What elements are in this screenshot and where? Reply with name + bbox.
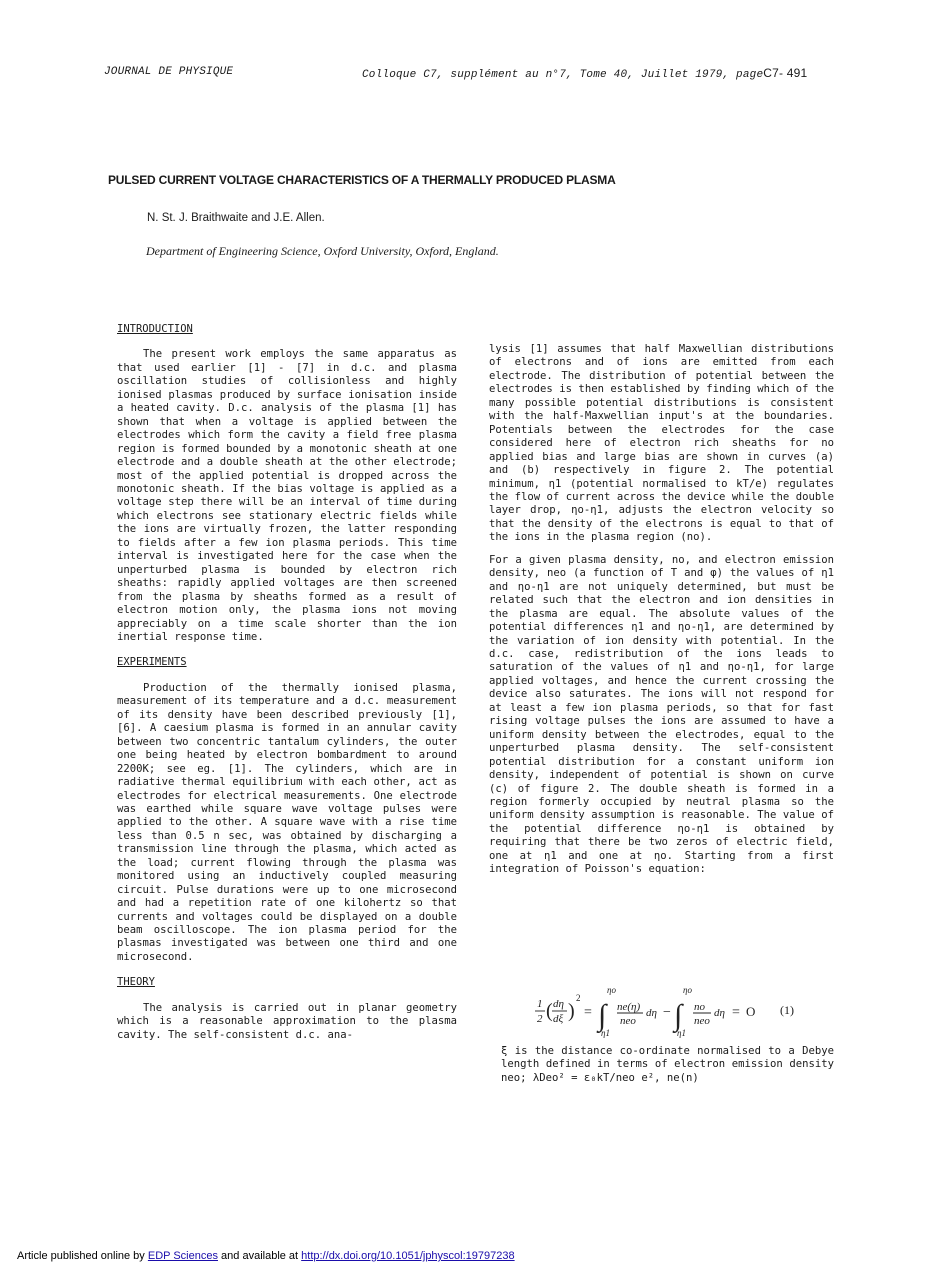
eq-ne-num: ne(η): [617, 1001, 641, 1013]
doi-link[interactable]: http://dx.doi.org/10.1051/jphyscol:19797238: [301, 1250, 515, 1262]
article-authors: N. St. J. Braithwaite and J.E. Allen.: [147, 212, 325, 224]
analysis-paragraph: lysis [1] assumes that half Maxwellian distributions of electrons and of ions are emitted from each electrode. The distribution of potential between the electrodes is then established by finding which of the many possible potential distributions is consistent with the half-Maxwellian input's at the boundaries. Potentials between the electrodes for the case considered here of electron rich sheaths for no applied bias and large bias are shown in curves (a) and (b) respectively in figure 2. The potential minimum, η1 (potential normalised to kT/e) regulates the flow of current across the device while the double layer drop, ηo-η1, adjusts the electron velocity so that the density of the electrons is equal to that of the ions in the plasma region (no).: [489, 343, 834, 544]
page-number: C7- 491: [763, 66, 808, 80]
eq-deriv-num: dη: [553, 998, 564, 1010]
right-column: [489, 343, 834, 877]
experiments-paragraph: Production of the thermally ionised plasma, measurement of its temperature and a d.c. measurement of its density have been described previously [1], [6]. A caesium plasma is formed in an annular cavity between two concentric tantalum cylinders, the outer one being heated by electron bombardment to around 2200K; see eg. [1]. The cylinders, which are in radiative thermal equilibrium with each other, act as electrodes for electrical measurements. One electrode was earthed while square wave voltage pulses were applied to the other. A square wave with a rise time less than 0.5 n sec, was obtained by discharging a transmission line through the plasma, which acted as the load; current flowing through the plasma was monitored using an inductively coupled measuring circuit. Pulse durations were up to one microsecond and had a repetition rate of one kilohertz so that currents and voltages could be displayed on a double beam oscilloscope. The ion plasma period for the plasmas investigated was between one third and one microsecond.: [117, 681, 457, 963]
eq-no-num: no: [694, 1001, 705, 1013]
section-heading-introduction: INTRODUCTION: [117, 323, 193, 335]
eq-int2-lower: η1: [677, 1028, 686, 1038]
eq-half-den: 2: [537, 1013, 543, 1025]
eq-equals: =: [584, 1005, 592, 1020]
issue-citation: Colloque C7, supplément au n°7, Tome 40, Juillet 1979, page: [362, 69, 764, 81]
right-column-continued: [501, 1045, 834, 1085]
article-title: PULSED CURRENT VOLTAGE CHARACTERISTICS OF A THERMALLY PRODUCED PLASMA: [108, 173, 616, 187]
eq-int2-upper: ηo: [683, 985, 692, 995]
eq-square: 2: [576, 993, 581, 1003]
plasma-density-paragraph: For a given plasma density, no, and electron emission density, neo (a function of T and φ) the values of η1 and ηo-η1 are not uniquely determined, but must be related such that the electron and ion densities in the plasma are equal. The absolute values of the potential differences η1 and ηo-η1, are determined by the variation of ion density with potential. In the d.c. case, redistribution of the ions leads to saturation of the values of η1 and ηo-η1, for large applied voltages, and hence the current crossing the device also saturates. The ions will not respond for at least a few ion plasma periods, so that for fast rising voltage pulses the ions are assumed to have a uniform density between the electrodes, equal to the unperturbed plasma density. The self-consistent potential distribution for a constant uniform ion density, independent of potential is shown on curve (c) of figure 2. The double sheath is formed in a region formerly occupied by neutral plasma so the uniform density assumption is reasonable. The value of the potential difference ηo-η1 is obtained by requiring that there be two zeros of electric field, one at η1 and one at ηo. Starting from a first integration of Poisson's equation:: [489, 553, 834, 876]
footer-middle: and available at: [221, 1250, 299, 1262]
eq-equals-2: =: [732, 1005, 740, 1020]
eq-deta-2: dη: [714, 1007, 725, 1019]
eq-integral-1: ∫: [598, 999, 607, 1032]
publication-footer: [17, 1250, 515, 1262]
eq-minus: −: [663, 1005, 671, 1020]
eq-neo-den: neo: [620, 1015, 636, 1027]
journal-name: JOURNAL DE PHYSIQUE: [104, 66, 234, 78]
issue-info: [362, 66, 807, 81]
eq-deta-1: dη: [646, 1007, 657, 1019]
debye-length-paragraph: ξ is the distance co-ordinate normalised to a Debye length defined in terms of electron emission density neo; λDeo² = ε₀kT/neo e², ne(n): [501, 1045, 834, 1084]
eq-neo-den-2: neo: [694, 1015, 710, 1027]
eq-paren-open: (: [546, 1000, 553, 1022]
theory-paragraph: The analysis is carried out in planar geometry which is a reasonable approximation to the plasma cavity. The self-consistent d.c. ana-: [117, 1001, 457, 1041]
footer-prefix: Article published online by: [17, 1250, 145, 1262]
section-heading-experiments: EXPERIMENTS: [117, 656, 187, 669]
eq-zero: O: [746, 1004, 756, 1019]
publisher-link[interactable]: EDP Sciences: [147, 1250, 218, 1262]
eq-integral-2: ∫: [674, 999, 683, 1032]
section-heading-theory: THEORY: [117, 976, 155, 989]
eq-deriv-den: dξ: [553, 1013, 564, 1025]
eq-half-num: 1: [537, 998, 543, 1010]
eq-int1-lower: η1: [601, 1028, 610, 1038]
introduction-paragraph: The present work employs the same apparatus as that used earlier [1] - [7] in d.c. and plasma oscillation studies of collisionless and highly ionised plasmas produced by surface ionisation inside a heated cavity. D.c. analysis of the plasma [1] has shown that when a voltage is applied between the electrodes which form the cavity a field free plasma region is formed bounded by a monotonic sheath at one electrode and a double sheath at the other electrode; most of the applied potential is dropped across the monotonic sheath. If the bias voltage is applied as a voltage step there will be an interval of time during which electrons see stationary electric fields while the ions are virtually frozen, the latter responding to fields after a few ion plasma periods. This time interval is investigated here for the case when the unperturbed plasma is bounded by electron rich sheaths: rapidly applied voltages are then screened from the plasma by sheaths formed as a result of electron motion only, the plasma ions not moving appreciably on a time scale shorter than the ion inertial response time.: [117, 348, 457, 643]
equation-number: (1): [780, 1003, 794, 1017]
article-affiliation: Department of Engineering Science, Oxford University, Oxford, England.: [146, 244, 499, 258]
eq-paren-close: ): [568, 1000, 575, 1022]
left-column: [117, 323, 457, 1042]
eq-int1-upper: ηo: [607, 985, 616, 995]
